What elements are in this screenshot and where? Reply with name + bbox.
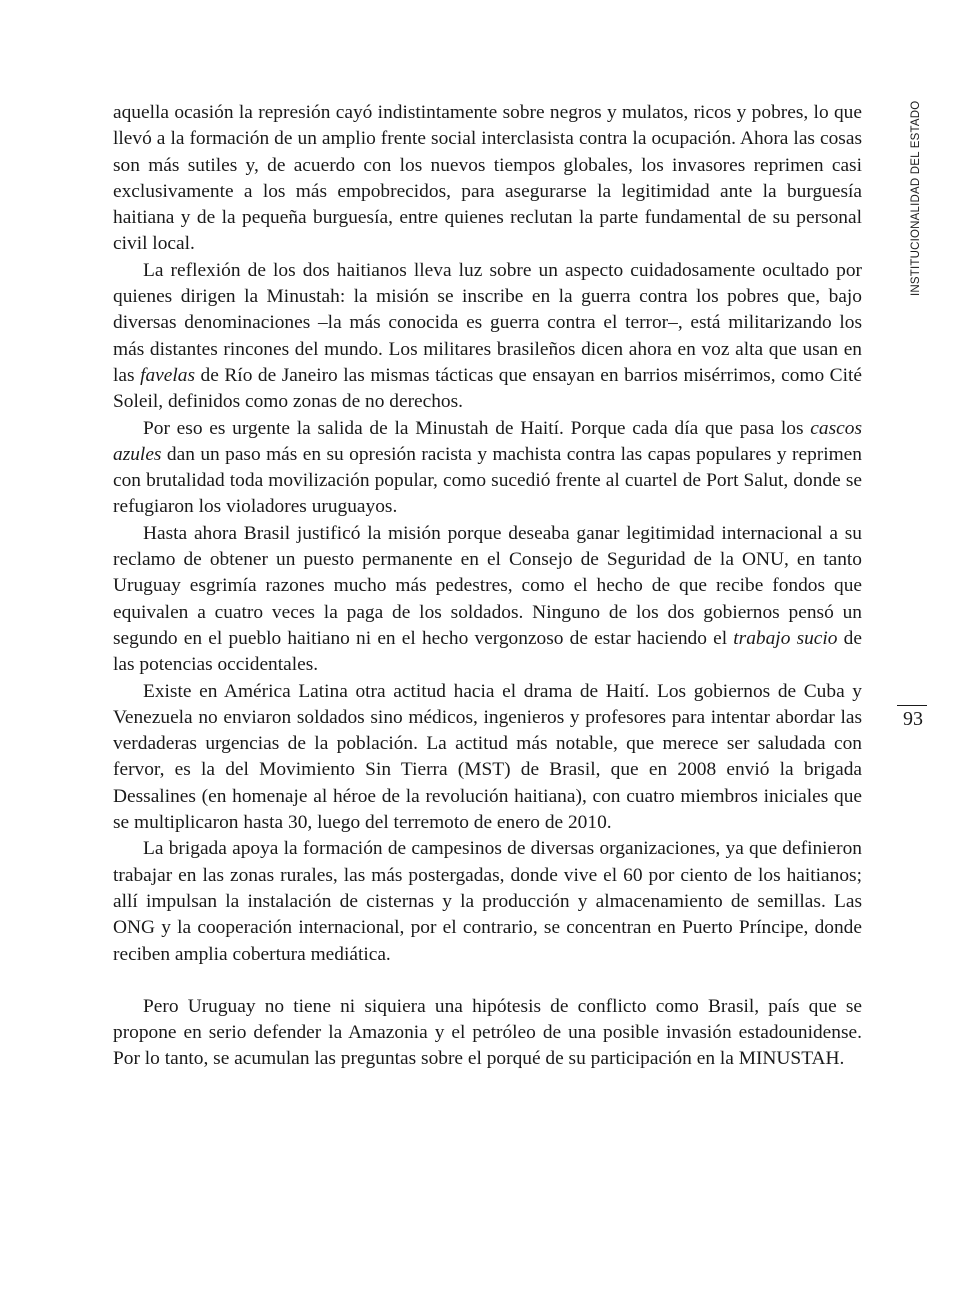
italic-favelas: favelas [140,364,196,386]
paragraph-4-text-b: de las potencias occidentales. [113,627,862,676]
paragraph-2-text-b: de Río de Janeiro las mismas tácticas que ensayan en barrios misérrimos, como Cité Soleil, definidos como zonas de no derechos. [113,364,863,413]
paragraph-5-text: Existe en América Latina otra actitud hacia el drama de Haití. Los gobiernos de Cuba y Venezuela no enviaron soldados sino médicos, ingenieros y profesores para intentar abordar las verdaderas urgencias de la población. La actitud más notable, que merece ser saludada con fervor, es la del Movimiento Sin Tierra (MST) de Brasil, que en 2008 envió la brigada Dessalines (en homenaje al héroe de la revolución haitiana), con cuatro miembros iniciales que se multiplicaron hasta 30, luego del terremoto de enero de 2010. [113,680,862,834]
paragraph-6 [113,836,862,967]
paragraph-3 [113,416,862,521]
paragraph-3-text-b: dan un paso más en su opresión racista y machista contra las capas populares y reprimen con brutalidad toda movilización popular, como sucedió frente al cuartel de Port Salut, donde se refugiaron los violadores uruguayos. [113,443,862,518]
paragraph-1 [113,100,862,258]
page-number-rule [897,705,927,706]
running-header: INSTITUCIONALIDAD DEL ESTADO [910,100,922,296]
page-number: 93 [903,708,923,730]
paragraph-6-text: La brigada apoya la formación de campesinos de diversas organizaciones, ya que definieron trabajar en las zonas rurales, las más postergadas, donde vive el 60 por ciento de los haitianos; allí impulsan la instalación de cisternas y la producción y almacenamiento de semillas. Las ONG y la cooperación internacional, por el contrario, se concentran en Puerto Príncipe, donde reciben amplia cobertura mediática. [113,838,862,965]
italic-cascos-azules: cascos azules [113,417,862,465]
paragraph-7 [113,994,862,1073]
body-text [113,100,862,1073]
paragraph-2 [113,258,862,416]
paragraph-5 [113,679,862,837]
paragraph-2-text-a: La reflexión de los dos haitianos lleva luz sobre un aspecto cuidadosamente ocultado por quienes dirigen la Minustah: la misión se inscribe en la guerra contra los pobres que, bajo diversas denominaciones –la más conocida es guerra contra el terror–, está militarizando los más distantes rincones del mundo. Los militares brasileños dicen ahora en voz alta que usan en las [113,259,862,386]
italic-trabajo-sucio: trabajo sucio [733,627,838,649]
paragraph-4 [113,521,862,679]
paragraph-4-text-a: Hasta ahora Brasil justificó la misión porque deseaba ganar legitimidad internacional a su reclamo de obtener un puesto permanente en el Consejo de Seguridad de la ONU, en tanto Uruguay esgrimía razones mucho más pedestres, como el hecho de que recibe fondos que equivalen a cuatro veces la paga de los soldados. Ninguno de los dos gobiernos pensó un segundo en el pueblo haitiano ni en el hecho vergonzoso de estar haciendo el [113,522,862,649]
paragraph-3-text-a: Por eso es urgente la salida de la Minustah de Haití. Porque cada día que pasa los [143,417,811,439]
paragraph-7-text: Pero Uruguay no tiene ni siquiera una hipótesis de conflicto como Brasil, país que se propone en serio defender la Amazonia y el petróleo de una posible invasión estadounidense. Por lo tanto, se acumulan las preguntas sobre el porqué de su participación en la MINUSTAH. [113,995,862,1070]
paragraph-1-text: aquella ocasión la represión cayó indistintamente sobre negros y mulatos, ricos y pobres, lo que llevó a la formación de un amplio frente social interclasista contra la ocupación. Ahora las cosas son más sutiles y, de acuerdo con los nuevos tiempos globales, los invasores reprimen casi exclusivamente a los más empobrecidos, para asegurarse la legitimidad ante la burguesía haitiana y de la pequeña burguesía, entre quienes reclutan la parte fundamental de su personal civil local. [113,102,862,255]
